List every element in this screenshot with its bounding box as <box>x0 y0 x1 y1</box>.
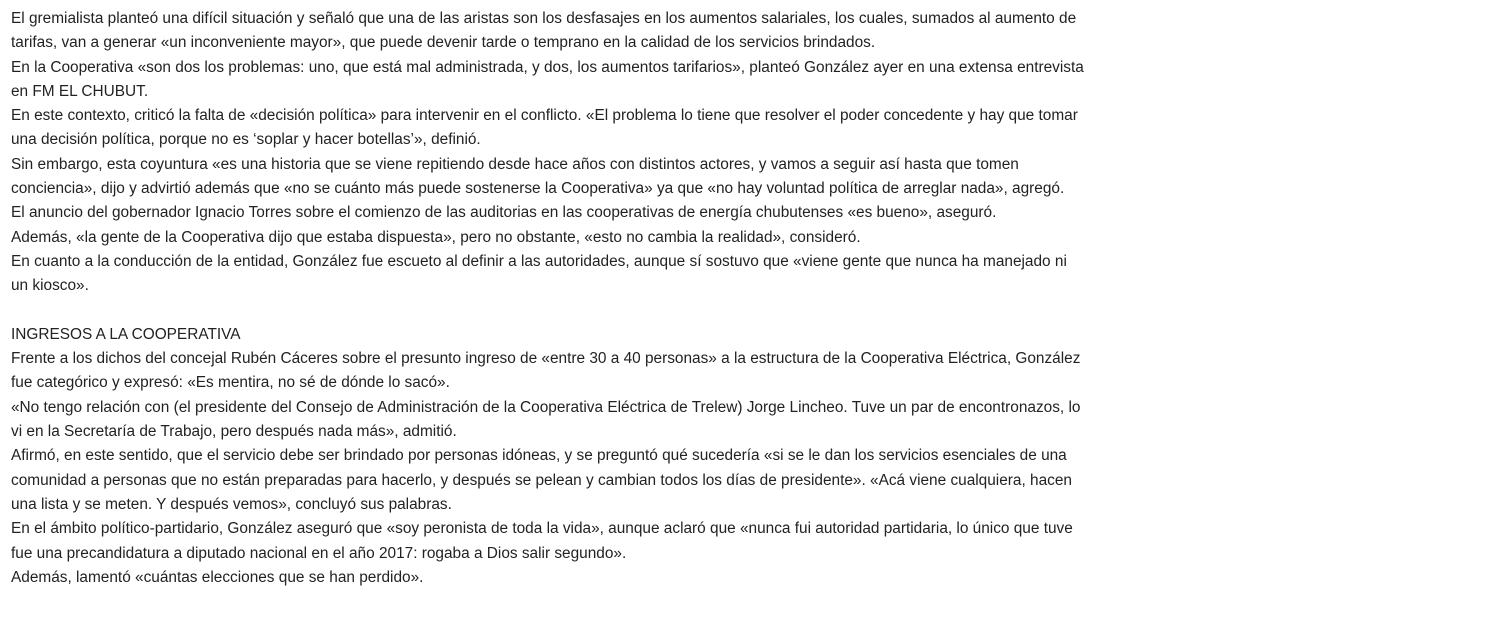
paragraph: Además, lamentó «cuántas elecciones que se han perdido». <box>11 568 424 586</box>
article-body <box>11 7 1086 590</box>
paragraph: Además, «la gente de la Cooperativa dijo que estaba dispuesta», pero no obstante, «esto no cambia la realidad», consideró. <box>11 228 861 246</box>
paragraph: En el ámbito político-partidario, González aseguró que «soy peronista de toda la vida», aunque aclaró que «nunca fui autoridad partidaria, lo único que tuve fue una precandidatura a diputado nacional en el año 2017: rogaba a Dios salir segundo». <box>11 520 1073 562</box>
section-heading: INGRESOS A LA COOPERATIVA <box>11 325 241 343</box>
paragraph: Frente a los dichos del concejal Rubén Cáceres sobre el presunto ingreso de «entre 30 a 40 personas» a la estructura de la Cooperativa Eléctrica, González fue categórico y expresó: «Es mentira, no sé de dónde lo sacó». <box>11 350 1081 392</box>
paragraph: «No tengo relación con (el presidente del Consejo de Administración de la Cooperativa Eléctrica de Trelew) Jorge Lincheo. Tuve un par de encontronazos, lo vi en la Secretaría de Trabajo, pero después nada más», admitió. <box>11 398 1081 441</box>
paragraph: El gremialista planteó una difícil situación y señaló que una de las aristas son los desfasajes en los aumentos salariales, los cuales, sumados al aumento de tarifas, van a generar «un inconveniente mayor», que puede devenir tarde o temprano en la calidad de los servicios brindados. <box>11 10 1077 52</box>
paragraph-spacer <box>11 299 1086 323</box>
paragraph: Afirmó, en este sentido, que el servicio debe ser brindado por personas idóneas, y se preguntó qué sucedería «si se le dan los servicios esenciales de una comunidad a personas que no están preparadas para hacerlo, y después se pelean y cambian todos los días de presidente». «Acá viene cualquiera, hacen una lista y se meten. Y después vemos», concluyó sus palabras. <box>11 447 1072 513</box>
paragraph: En este contexto, criticó la falta de «decisión política» para intervenir en el conflicto. «El problema lo tiene que resolver el poder concedente y hay que tomar una decisión política, porque no es ‘soplar y hacer botellas’», definió. <box>11 107 1078 149</box>
paragraph: El anuncio del gobernador Ignacio Torres sobre el comienzo de las auditorias en las cooperativas de energía chubutenses «es bueno», aseguró. <box>11 204 997 222</box>
paragraph: Sin embargo, esta coyuntura «es una historia que se viene repitiendo desde hace años con distintos actores, y vamos a seguir así hasta que tomen conciencia», dijo y advirtió además que «no se cuánto más puede sostenerse la Cooperativa» ya que «no hay voluntad política de arreglar nada», agregó. <box>11 155 1065 198</box>
paragraph: En cuanto a la conducción de la entidad, González fue escueto al definir a las autoridades, aunque sí sostuvo que «viene gente que nunca ha manejado ni un kiosco». <box>11 252 1067 295</box>
paragraph: En la Cooperativa «son dos los problemas: uno, que está mal administrada, y dos, los aumentos tarifarios», planteó González ayer en una extensa entrevista en FM EL CHUBUT. <box>11 58 1084 100</box>
